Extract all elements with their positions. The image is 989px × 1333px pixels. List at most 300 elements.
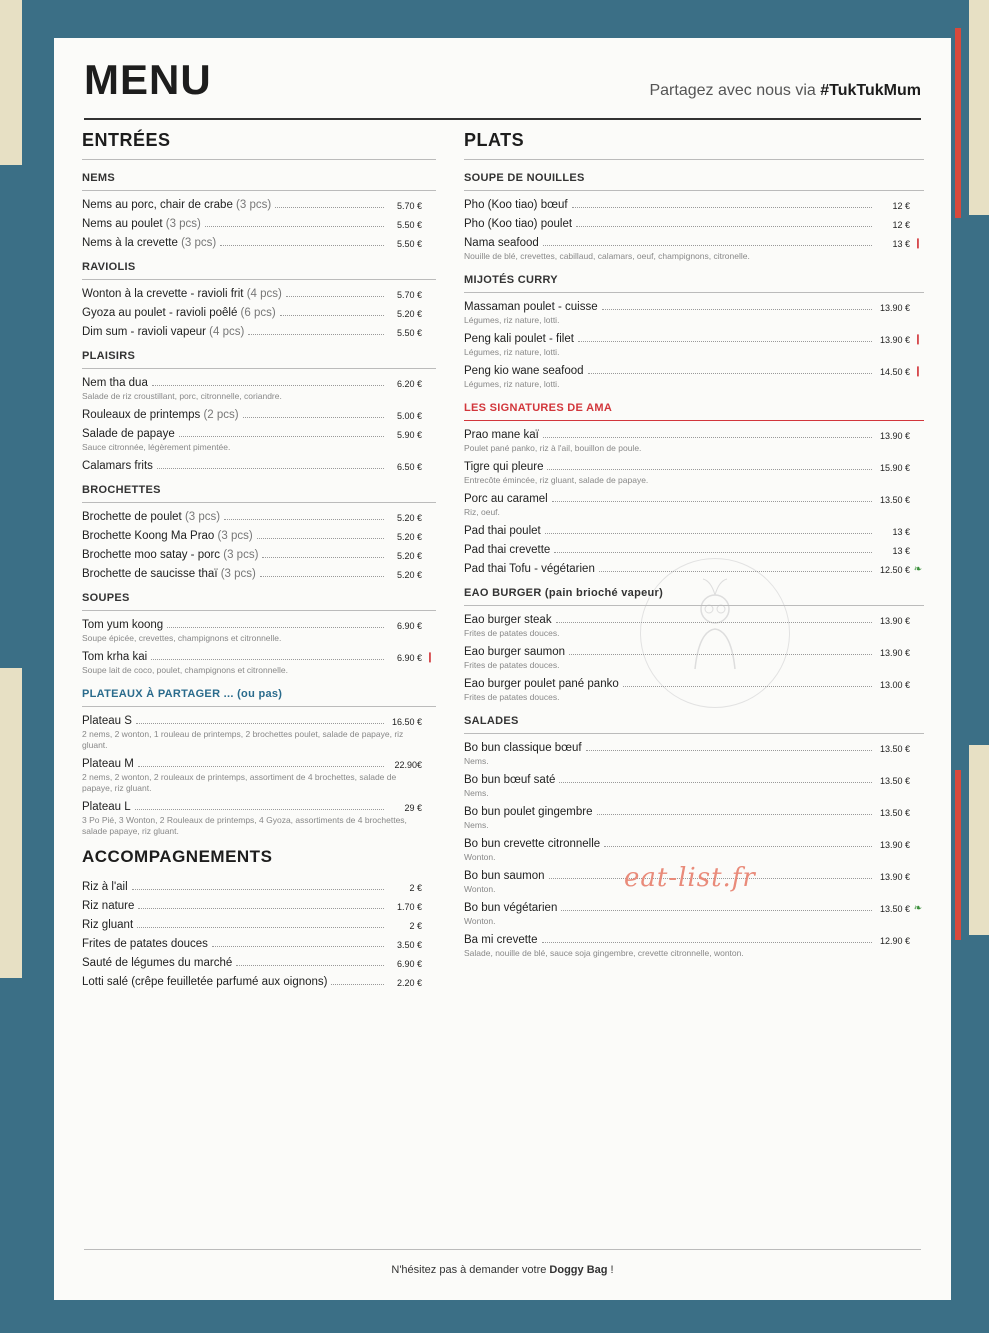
menu-item-name-wrap: [464, 742, 582, 754]
menu-item-price: 6.50 €: [396, 462, 422, 472]
dot-leader: [280, 315, 384, 316]
menu-item-line: [82, 801, 436, 813]
list-plateaux: [82, 715, 436, 837]
menu-item: [464, 237, 924, 262]
dot-leader: [243, 417, 384, 418]
menu-item-name-wrap: [464, 934, 538, 946]
menu-item-name-wrap: [82, 976, 327, 988]
menu-item-description: Riz, oeuf.: [464, 507, 500, 517]
dot-leader: [152, 385, 384, 386]
dot-leader: [262, 557, 384, 558]
menu-item-price: 5.20 €: [396, 570, 422, 580]
menu-item: [82, 530, 436, 542]
menu-item-name-wrap: [82, 758, 134, 770]
menu-item-name: Prao mane kaï: [464, 429, 539, 441]
menu-item-description: Poulet pané panko, riz à l'ail, bouillon de poule.: [464, 443, 642, 453]
menu-item-quantity: (4 pcs): [243, 288, 282, 300]
dot-leader: [132, 889, 384, 890]
menu-item-name: Tigre qui pleure: [464, 461, 544, 473]
footer-note: [84, 1249, 921, 1276]
list-accompagnements: [82, 881, 436, 988]
category-salades: SALADES: [464, 715, 924, 734]
menu-item-description: Salade de riz croustillant, porc, citronnelle, coriandre.: [82, 391, 282, 401]
menu-item-line: [82, 900, 436, 912]
menu-item: [464, 365, 924, 390]
menu-item-price: 13.90 €: [879, 840, 910, 850]
menu-item: [82, 651, 436, 676]
menu-item-description: Nouille de blé, crevettes, cabillaud, calamars, oeuf, champignons, citronelle.: [464, 251, 750, 261]
menu-item-line: [464, 493, 924, 505]
menu-item-name-wrap: [464, 199, 568, 211]
menu-item-line: [82, 957, 436, 969]
menu-item-description: Sauce citronnée, légèrement pimentée.: [82, 442, 231, 452]
dot-leader: [212, 946, 384, 947]
menu-item-name-wrap: [82, 568, 256, 580]
dot-leader: [552, 501, 872, 502]
right-edge-decor-bottom: [969, 745, 989, 935]
menu-item-name-wrap: [82, 919, 133, 931]
menu-item-description: Entrecôte émincée, riz gluant, salade de papaye.: [464, 475, 649, 485]
menu-item-name: Brochette moo satay - porc: [82, 549, 221, 561]
menu-item-price: 13.50 €: [879, 808, 910, 818]
menu-item: [464, 563, 924, 575]
menu-item-line: [464, 806, 924, 818]
menu-item-price: 13.50 €: [879, 744, 910, 754]
menu-item: [464, 544, 924, 556]
chili-icon: ❙: [913, 334, 923, 345]
list-soupes: [82, 619, 436, 676]
dot-leader: [547, 469, 872, 470]
menu-item-line: [82, 568, 436, 580]
menu-item-name: Brochette de saucisse thaï: [82, 568, 218, 580]
menu-item-price: 14.50 €: [879, 367, 910, 377]
menu-item-name: Gyoza au poulet - ravioli poêlé: [82, 307, 238, 319]
plats-title: PLATS: [464, 130, 924, 160]
footer-prefix: N'hésitez pas à demander votre: [391, 1264, 550, 1276]
menu-item-name: Nems à la crevette: [82, 237, 178, 249]
dot-leader: [167, 627, 384, 628]
menu-item-line: [464, 365, 924, 377]
menu-item-name-wrap: [464, 493, 548, 505]
dot-leader: [543, 245, 872, 246]
accompagnements-title: ACCOMPAGNEMENTS: [82, 847, 273, 866]
menu-item-price: 2 €: [409, 921, 422, 931]
menu-item-description: Salade, nouille de blé, sauce soja gingembre, crevette citronnelle, wonton.: [464, 948, 744, 958]
category-plateaux: PLATEAUX À PARTAGER ... (ou pas): [82, 688, 436, 707]
entrees-title: ENTRÉES: [82, 130, 436, 160]
menu-item-line: [82, 409, 436, 421]
menu-item-name: Eao burger saumon: [464, 646, 566, 658]
menu-item-name-wrap: [464, 237, 539, 249]
menu-item-name-wrap: [82, 957, 232, 969]
menu-item-price: 13.90 €: [879, 335, 910, 345]
menu-item-price: 15.90 €: [879, 463, 910, 473]
menu-item-name-wrap: [464, 806, 593, 818]
menu-item-price: 6.90 €: [396, 653, 422, 663]
dot-leader: [257, 538, 384, 539]
menu-item-price: 1.70 €: [396, 902, 422, 912]
menu-item: [464, 646, 924, 671]
dot-leader: [576, 226, 872, 227]
dot-leader: [543, 437, 872, 438]
menu-item: [82, 460, 436, 472]
menu-item: [82, 715, 436, 751]
menu-item-name-wrap: [82, 651, 147, 663]
menu-item-name: Riz à l'ail: [82, 881, 128, 893]
menu-item-description: Nems.: [464, 756, 489, 766]
menu-item: [82, 237, 436, 249]
dot-leader: [559, 782, 872, 783]
dot-leader: [205, 226, 384, 227]
list-plaisirs: [82, 377, 436, 472]
menu-item-name-wrap: [464, 525, 541, 537]
leaf-icon: ❧: [913, 903, 923, 914]
menu-item-name: Eao burger poulet pané panko: [464, 678, 619, 690]
menu-item-line: [82, 237, 436, 249]
menu-item-price: 13.90 €: [879, 303, 910, 313]
menu-item: [464, 838, 924, 863]
menu-item-line: [464, 614, 924, 626]
menu-item: [82, 801, 436, 837]
category-mijotes: MIJOTÉS CURRY: [464, 274, 924, 293]
right-edge-decor-top: [969, 0, 989, 215]
menu-item-line: [464, 525, 924, 537]
menu-item-description: Légumes, riz nature, lotti.: [464, 315, 560, 325]
menu-item: [464, 333, 924, 358]
menu-item: [82, 568, 436, 580]
menu-item-description: Frites de patates douces.: [464, 692, 560, 702]
menu-item-name-wrap: [464, 774, 555, 786]
menu-item-price: 2 €: [409, 883, 422, 893]
menu-item-name: Wonton à la crevette - ravioli frit: [82, 288, 244, 300]
menu-item-name: Plateau S: [82, 715, 132, 727]
menu-item: [82, 900, 436, 912]
menu-item: [82, 326, 436, 338]
menu-item-line: [464, 544, 924, 556]
menu-item-line: [464, 838, 924, 850]
dot-leader: [331, 984, 384, 985]
menu-item-name: Bo bun crevette citronnelle: [464, 838, 601, 850]
menu-item-line: [82, 549, 436, 561]
menu-item-quantity: (3 pcs): [162, 218, 201, 230]
menu-item: [82, 758, 436, 794]
menu-item-price: 5.20 €: [396, 309, 422, 319]
menu-item-price: 13.90 €: [879, 872, 910, 882]
menu-item-name: Tom yum koong: [82, 619, 164, 631]
tagline-prefix: Partagez avec nous via: [649, 82, 821, 99]
dot-leader: [623, 686, 872, 687]
menu-item-line: [464, 902, 924, 914]
menu-item-price: 13 €: [892, 546, 910, 556]
dot-leader: [556, 622, 872, 623]
menu-item-quantity: (3 pcs): [181, 511, 221, 523]
menu-item: [464, 218, 924, 230]
menu-item-line: [82, 199, 436, 211]
menu-item-line: [82, 938, 436, 950]
menu-item-name-wrap: [82, 237, 216, 249]
menu-item-name-wrap: [82, 549, 258, 561]
menu-item-name-wrap: [464, 838, 600, 850]
list-raviolis: [82, 288, 436, 338]
menu-item-price: 13 €: [892, 527, 910, 537]
menu-item-line: [82, 715, 436, 727]
dot-leader: [586, 750, 872, 751]
category-nems: NEMS: [82, 172, 436, 191]
menu-item-name-wrap: [464, 902, 557, 914]
dot-leader: [157, 468, 384, 469]
menu-item-name: Bo bun bœuf saté: [464, 774, 556, 786]
menu-item-price: 13.90 €: [879, 431, 910, 441]
list-salades: [464, 742, 924, 959]
dot-leader: [286, 296, 384, 297]
menu-item: [82, 428, 436, 453]
menu-item-name-wrap: [82, 938, 208, 950]
menu-item-line: [464, 742, 924, 754]
menu-item: [82, 377, 436, 402]
menu-item-name-wrap: [82, 530, 253, 542]
menu-item-price: 29 €: [404, 803, 422, 813]
menu-item: [82, 976, 436, 988]
menu-item-name: Bo bun végétarien: [464, 902, 558, 914]
menu-item-line: [82, 758, 436, 770]
menu-item-price: 5.50 €: [396, 239, 422, 249]
menu-sheet: [54, 38, 951, 1300]
menu-item-price: 12.90 €: [879, 936, 910, 946]
list-signatures: [464, 429, 924, 575]
menu-item: [82, 619, 436, 644]
menu-item-price: 5.50 €: [396, 220, 422, 230]
menu-item-price: 13.90 €: [879, 616, 910, 626]
menu-item: [464, 461, 924, 486]
menu-item-description: Wonton.: [464, 852, 496, 862]
menu-item-line: [82, 428, 436, 440]
menu-item-description: Soupe épicée, crevettes, champignons et citronnelle.: [82, 633, 282, 643]
footer-bold: Doggy Bag: [549, 1264, 608, 1276]
dot-leader: [138, 908, 384, 909]
menu-item-description: Frites de patates douces.: [464, 660, 560, 670]
menu-item-quantity: (3 pcs): [220, 549, 259, 561]
menu-item-name: Bo bun classique bœuf: [464, 742, 582, 754]
dot-leader: [604, 846, 872, 847]
footer-suffix: !: [607, 1264, 614, 1276]
menu-item-name: Sauté de légumes du marché: [82, 957, 233, 969]
right-column: [464, 130, 924, 966]
menu-item-name: Plateau L: [82, 801, 131, 813]
menu-item-price: 5.20 €: [396, 532, 422, 542]
menu-item-price: 5.70 €: [396, 290, 422, 300]
menu-item-description: Soupe lait de coco, poulet, champignons et citronnelle.: [82, 665, 289, 675]
dot-leader: [137, 927, 384, 928]
dot-leader: [572, 207, 872, 208]
menu-item-price: 3.50 €: [396, 940, 422, 950]
menu-item-line: [464, 301, 924, 313]
menu-item-name: Pho (Koo tiao) bœuf: [464, 199, 568, 211]
menu-item-name-wrap: [464, 614, 552, 626]
dot-leader: [602, 309, 872, 310]
menu-item: [82, 307, 436, 319]
menu-item-description: Légumes, riz nature, lotti.: [464, 379, 560, 389]
menu-item-name: Ba mi crevette: [464, 934, 538, 946]
category-brochettes: BROCHETTES: [82, 484, 436, 503]
menu-item-line: [464, 237, 924, 249]
menu-item-name-wrap: [464, 563, 595, 575]
watermark: eat-list.fr: [624, 863, 756, 893]
list-soupe-nouilles: [464, 199, 924, 262]
menu-item: [464, 493, 924, 518]
menu-item-name-wrap: [464, 301, 598, 313]
header-rule: [84, 118, 921, 120]
dot-leader: [248, 334, 384, 335]
menu-item-price: 6.90 €: [396, 621, 422, 631]
menu-item-name-wrap: [82, 460, 153, 472]
menu-item-name-wrap: [82, 511, 220, 523]
menu-item-name-wrap: [82, 409, 239, 421]
menu-item-description: Légumes, riz nature, lotti.: [464, 347, 560, 357]
dot-leader: [542, 942, 873, 943]
menu-item-price: 5.90 €: [396, 430, 422, 440]
menu-item-line: [82, 288, 436, 300]
menu-item-name-wrap: [82, 619, 163, 631]
menu-item-price: 2.20 €: [396, 978, 422, 988]
menu-item-line: [82, 619, 436, 631]
list-eao: [464, 614, 924, 703]
menu-item-name: Nama seafood: [464, 237, 539, 249]
menu-item: [82, 957, 436, 969]
menu-item-price: 22.90€: [394, 760, 422, 770]
menu-item-description: 2 nems, 2 wonton, 1 rouleau de printemps, 2 brochettes poulet, salade de papaye, riz gluant.: [82, 729, 404, 750]
menu-item-name-wrap: [82, 288, 282, 300]
menu-item-line: [464, 646, 924, 658]
chili-icon: ❙: [913, 366, 923, 377]
menu-item: [464, 806, 924, 831]
menu-item-name: Riz nature: [82, 900, 135, 912]
list-brochettes: [82, 511, 436, 580]
menu-item-line: [82, 530, 436, 542]
menu-item-name-wrap: [82, 326, 244, 338]
tagline: [649, 82, 921, 100]
list-nems: [82, 199, 436, 249]
chili-icon: ❙: [425, 652, 435, 663]
dot-leader: [151, 659, 384, 660]
menu-item: [464, 934, 924, 959]
menu-item-line: [82, 651, 436, 663]
menu-item-line: [82, 460, 436, 472]
menu-item-name-wrap: [464, 461, 543, 473]
menu-item-name-wrap: [82, 900, 134, 912]
category-soupes: SOUPES: [82, 592, 436, 611]
menu-item: [82, 409, 436, 421]
dot-leader: [179, 436, 384, 437]
menu-item-name: Plateau M: [82, 758, 134, 770]
menu-item-name-wrap: [464, 365, 584, 377]
menu-item-description: Nems.: [464, 820, 489, 830]
menu-item-price: 13.90 €: [879, 648, 910, 658]
dot-leader: [224, 519, 384, 520]
dot-leader: [545, 533, 872, 534]
menu-item-name: Rouleaux de printemps: [82, 409, 201, 421]
menu-item-name: Riz gluant: [82, 919, 134, 931]
menu-item-quantity: (6 pcs): [237, 307, 276, 319]
dot-leader: [588, 373, 872, 374]
menu-item-price: 13 €: [892, 239, 910, 249]
menu-item-name: Brochette Koong Ma Prao: [82, 530, 215, 542]
menu-item-name-wrap: [464, 870, 545, 882]
menu-item-description: Nems.: [464, 788, 489, 798]
menu-item-name: Nem tha dua: [82, 377, 148, 389]
menu-item-name: Pad thai crevette: [464, 544, 551, 556]
menu-item-name: Frites de patates douces: [82, 938, 208, 950]
left-column: [82, 130, 436, 995]
menu-item-quantity: (3 pcs): [177, 237, 217, 249]
menu-item-price: 13.00 €: [879, 680, 910, 690]
menu-item-price: 12.50 €: [879, 565, 910, 575]
menu-item-name: Peng kali poulet - filet: [464, 333, 574, 345]
menu-item-price: 13.50 €: [879, 904, 910, 914]
menu-item-name: Porc au caramel: [464, 493, 548, 505]
menu-item-name: Pad thai poulet: [464, 525, 541, 537]
menu-item-quantity: (3 pcs): [232, 199, 272, 211]
menu-item: [464, 525, 924, 537]
menu-item-name: Tom krha kai: [82, 651, 148, 663]
menu-item: [82, 218, 436, 230]
menu-item-description: 2 nems, 2 wonton, 2 rouleaux de printemps, assortiment de 4 brochettes, salade de papaye, riz gluant.: [82, 772, 397, 793]
menu-item-name: Calamars frits: [82, 460, 153, 472]
menu-item-name-wrap: [82, 881, 128, 893]
menu-item: [82, 288, 436, 300]
menu-item-name-wrap: [82, 218, 201, 230]
menu-item-price: 13.50 €: [879, 495, 910, 505]
menu-item-name: Nems au porc, chair de crabe: [82, 199, 233, 211]
left-edge-decor-top: [0, 0, 22, 165]
dot-leader: [554, 552, 872, 553]
menu-item-price: 16.50 €: [391, 717, 422, 727]
menu-item-name: Peng kio wane seafood: [464, 365, 584, 377]
menu-item-line: [82, 976, 436, 988]
menu-item-description: Frites de patates douces.: [464, 628, 560, 638]
menu-item: [82, 938, 436, 950]
menu-item-price: 12 €: [892, 201, 910, 211]
menu-item-description: Wonton.: [464, 884, 496, 894]
menu-item-price: 6.90 €: [396, 959, 422, 969]
menu-item: [464, 199, 924, 211]
menu-item: [82, 549, 436, 561]
menu-item-line: [82, 919, 436, 931]
menu-item-name-wrap: [82, 377, 148, 389]
menu-item: [464, 902, 924, 927]
category-signatures: LES SIGNATURES DE AMA: [464, 402, 924, 421]
menu-item-price: 12 €: [892, 220, 910, 230]
menu-item-price: 5.50 €: [396, 328, 422, 338]
category-raviolis: RAVIOLIS: [82, 261, 436, 280]
menu-item-name: Massaman poulet - cuisse: [464, 301, 598, 313]
menu-item: [464, 742, 924, 767]
menu-item-price: 13.50 €: [879, 776, 910, 786]
menu-item-price: 5.00 €: [396, 411, 422, 421]
dot-leader: [578, 341, 872, 342]
menu-item: [82, 881, 436, 893]
menu-item-quantity: (3 pcs): [214, 530, 253, 542]
menu-item-description: 3 Po Pié, 3 Wonton, 2 Rouleaux de printemps, 4 Gyoza, assortiments de 4 brochettes, salade papaye, riz gluant.: [82, 815, 407, 836]
dot-leader: [135, 809, 384, 810]
menu-item-line: [464, 429, 924, 441]
menu-item-name-wrap: [464, 429, 539, 441]
menu-item-price: 5.20 €: [396, 551, 422, 561]
menu-item-name: Brochette de poulet: [82, 511, 182, 523]
menu-item-name: Lotti salé (crêpe feuilletée parfumé aux oignons): [82, 976, 328, 988]
menu-item-name-wrap: [464, 333, 574, 345]
menu-item-quantity: (2 pcs): [200, 409, 239, 421]
menu-item-line: [82, 881, 436, 893]
